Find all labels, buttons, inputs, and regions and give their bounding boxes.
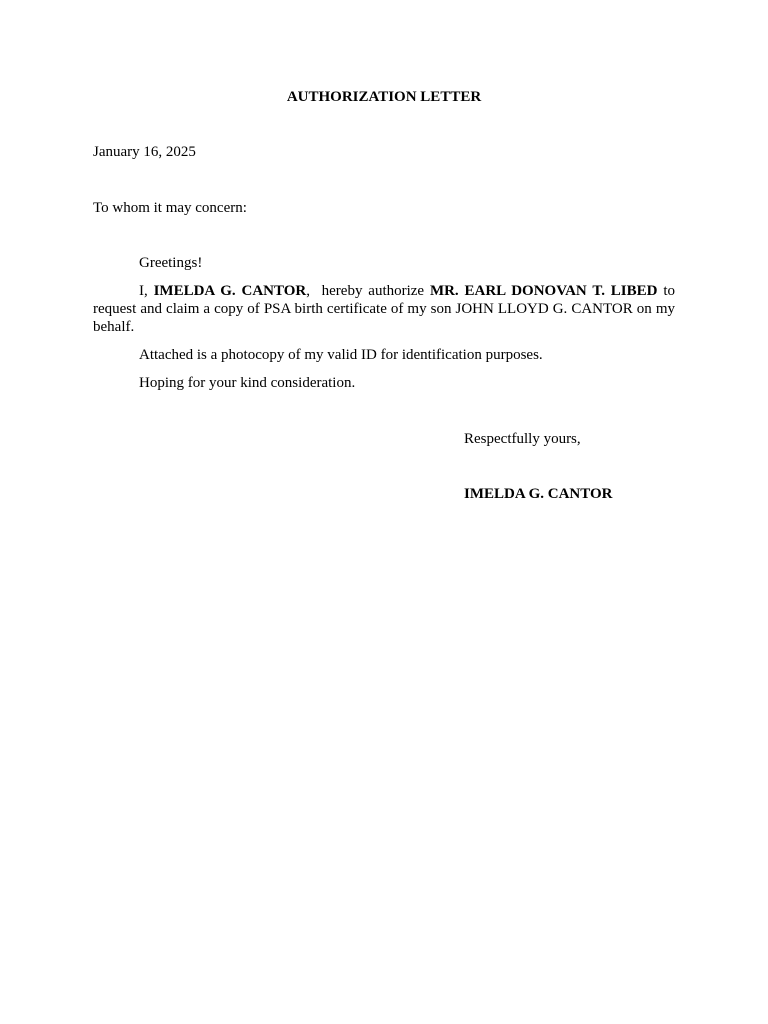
letter-body-paragraph xyxy=(93,282,675,336)
letter-title: AUTHORIZATION LETTER xyxy=(286,89,482,105)
letter-salutation: To whom it may concern: xyxy=(93,200,247,216)
letter-signatory-name: IMELDA G. CANTOR xyxy=(464,486,613,502)
body-rest-text: to request and claim a copy of PSA birth certificate of my son JOHN LLOYD G. CANTOR on my behalf. xyxy=(93,283,675,335)
letter-date: January 16, 2025 xyxy=(93,144,196,160)
authorized-person-name: MR. EARL DONOVAN T. LIBED xyxy=(429,283,658,299)
letter-greeting: Greetings! xyxy=(139,255,203,271)
letter-attachment-note: Attached is a photocopy of my valid ID for identification purposes. xyxy=(139,347,543,363)
letter-closing: Respectfully yours, xyxy=(464,431,581,447)
authorizer-name: IMELDA G. CANTOR xyxy=(153,283,307,299)
body-middle-text: , hereby authorize xyxy=(306,283,430,299)
letter-hoping-text: Hoping for your kind consideration. xyxy=(139,375,356,391)
body-lead-text: I, xyxy=(139,283,154,299)
